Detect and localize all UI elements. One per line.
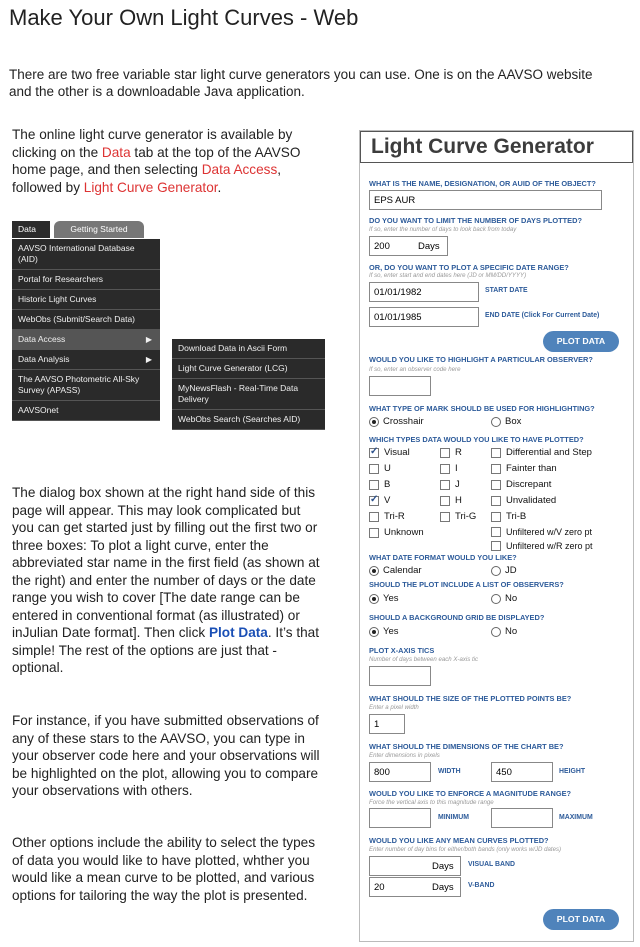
radio-selected[interactable] (369, 417, 379, 427)
days-input[interactable] (369, 236, 448, 256)
grid-no-option[interactable] (491, 626, 517, 637)
dimensions-question: WHAT SHOULD THE DIMENSIONS OF THE CHART BE? (369, 742, 564, 751)
data-access-submenu (172, 339, 325, 430)
data-access-link[interactable]: Data Access (201, 162, 278, 177)
type-h-option[interactable] (440, 495, 462, 506)
data-link[interactable]: Data (101, 144, 131, 160)
height-label: HEIGHT (559, 768, 586, 775)
option-label: Crosshair (383, 416, 424, 427)
type-discrepant-option[interactable] (491, 479, 551, 490)
checkbox-checked[interactable] (369, 496, 379, 506)
type-u-option[interactable] (369, 463, 391, 474)
maximum-label: MAXIMUM (559, 814, 593, 821)
type-differential-option[interactable] (491, 447, 592, 458)
type-r-option[interactable] (440, 447, 462, 458)
option-label: V (384, 495, 391, 506)
end-date-input[interactable]: 01/01/1985 (369, 307, 479, 327)
grid-yes-option[interactable] (369, 626, 399, 637)
width-label: WIDTH (438, 768, 461, 775)
point-size-input[interactable]: 1 (369, 714, 405, 734)
menu-item-aid[interactable]: AAVSO International Database (AID) (12, 239, 160, 270)
checkbox[interactable] (440, 496, 450, 506)
checkbox[interactable] (440, 448, 450, 458)
checkbox[interactable] (440, 464, 450, 474)
option-label: I (455, 463, 458, 474)
minimum-label: MINIMUM (438, 814, 470, 821)
submenu-arrow-icon: ▶ (145, 355, 152, 364)
radio[interactable] (491, 627, 501, 637)
option-label: Unfiltered w/V zero pt (506, 527, 593, 537)
menu-item-label: Data Access (18, 334, 66, 344)
date-range-hint: If so, enter start and end dates here (JD or MM/DD/YYYY) (369, 272, 527, 279)
list-yes-option[interactable] (369, 593, 399, 604)
text: . (217, 179, 222, 195)
end-date-label[interactable]: END DATE (Click For Current Date) (485, 312, 600, 319)
type-unvalidated-option[interactable] (491, 495, 556, 506)
lcg-title: Light Curve Generator (360, 131, 633, 163)
text: The dialog box shown at the right hand side of this page will appear. This may look complicated but you can get started just by filling out the first two or three boxes: To plot a light curve, enter the abbreviated star name in the first field (as shown at the right) and enter the number of days or the date range you wish to cover [The date range can be entered in conventional format (as illustrated) or inJulian Date format]. Then click (12, 485, 320, 640)
type-fainter-option[interactable] (491, 463, 557, 474)
v-band-value: 20 (374, 882, 385, 893)
v-band-label: V-BAND (468, 882, 495, 889)
menu-item-portal[interactable]: Portal for Researchers (12, 270, 160, 290)
checkbox[interactable] (369, 528, 379, 538)
lcg-access-paragraph (12, 126, 322, 196)
options-paragraph: Other options include the ability to select the types of data you would like to have plotted, whther you would like a mean curve to be plotted, and various options for tailoring the way the plot is presented. (12, 835, 316, 903)
point-size-question: WHAT SHOULD THE SIZE OF THE PLOTTED POINTS BE? (369, 694, 572, 703)
limit-days-question: DO YOU WANT TO LIMIT THE NUMBER OF DAYS PLOTTED? (369, 216, 582, 225)
plot-data-link[interactable]: Plot Data (208, 625, 268, 640)
option-label: No (505, 593, 518, 604)
width-input[interactable]: 800 (369, 762, 431, 782)
option-label: Unvalidated (506, 495, 557, 506)
type-i-option[interactable] (440, 463, 458, 474)
type-unfiltered-r-option[interactable] (491, 541, 593, 551)
observer-question: WOULD YOU LIKE TO HIGHLIGHT A PARTICULAR OBSERVER? (369, 355, 593, 364)
radio-selected[interactable] (369, 627, 379, 637)
plot-data-button-bottom[interactable]: PLOT DATA (543, 909, 619, 930)
object-question: WHAT IS THE NAME, DESIGNATION, OR AUID OF THE OBJECT? (369, 179, 596, 188)
format-calendar-option[interactable] (369, 565, 422, 576)
lcg-link[interactable]: Light Curve Generator (83, 179, 218, 195)
checkbox[interactable] (369, 512, 379, 522)
data-menu-screenshot (12, 219, 314, 449)
type-j-option[interactable] (440, 479, 460, 490)
mean-curves-hint: Enter number of day bins for either/both bands (only works w/JD dates) (369, 846, 562, 853)
intro-paragraph (9, 66, 640, 100)
submenu-item-ascii[interactable]: Download Data in Ascii Form (172, 339, 325, 359)
type-unknown-option[interactable] (369, 527, 424, 538)
option-label: U (384, 463, 391, 474)
menu-item-historic[interactable]: Historic Light Curves (12, 290, 160, 310)
v-band-input[interactable] (369, 877, 461, 897)
dialog-description-paragraph (12, 484, 322, 677)
text: , followed by (12, 162, 282, 195)
option-label: Visual (384, 447, 410, 458)
option-label: Yes (383, 593, 399, 604)
option-label: Discrepant (506, 479, 552, 490)
option-label: Tri-B (506, 511, 527, 522)
radio-selected[interactable] (369, 566, 379, 576)
checkbox[interactable] (491, 512, 501, 522)
intro-line-1: There are two free variable star light curve generators you can use. One is on the AAVSO website (9, 67, 593, 82)
observer-code-input[interactable] (369, 376, 431, 396)
option-label: Unknown (384, 527, 424, 538)
format-jd-option[interactable] (491, 565, 517, 576)
option-label: B (384, 479, 391, 490)
checkbox[interactable] (369, 480, 379, 490)
type-visual-option[interactable] (369, 447, 410, 458)
list-no-option[interactable] (491, 593, 517, 604)
point-size-hint: Enter a pixel width (369, 704, 419, 711)
x-axis-tics-input[interactable] (369, 666, 431, 686)
menu-item-label: Data Analysis (18, 354, 70, 364)
radio[interactable] (491, 566, 501, 576)
checkbox[interactable] (491, 448, 501, 458)
submenu-item-webobs-search[interactable]: WebObs Search (Searches AID) (172, 410, 325, 430)
visual-band-unit: Days (432, 861, 454, 872)
page-title: Make Your Own Light Curves - Web (9, 5, 359, 30)
option-label: Yes (383, 626, 399, 637)
radio-selected[interactable] (369, 594, 379, 604)
grid-question: SHOULD A BACKGROUND GRID BE DISPLAYED? (369, 613, 545, 622)
radio[interactable] (491, 417, 501, 427)
text: . It’s that simple! The rest of the options are just that - optional. (12, 625, 320, 675)
option-label: Differential and Step (506, 447, 592, 458)
start-date-label: START DATE (485, 287, 528, 294)
type-tri-b-option[interactable] (491, 511, 526, 522)
visual-band-label: VISUAL BAND (468, 861, 515, 868)
menu-item-webobs[interactable]: WebObs (Submit/Search Data) (12, 310, 160, 330)
magnitude-hint: Force the vertical axis to this magnitude range (369, 799, 494, 806)
menu-item-data-access[interactable] (12, 330, 160, 350)
visual-band-input[interactable] (369, 856, 461, 876)
option-label: Tri-R (384, 511, 405, 522)
start-date-input[interactable]: 01/01/1982 (369, 282, 479, 302)
checkbox[interactable] (491, 480, 501, 490)
option-label: Calendar (383, 565, 422, 576)
v-band-unit: Days (432, 882, 454, 893)
x-axis-tics-hint: Number of days between each X-axis tic (369, 656, 479, 663)
checkbox[interactable] (491, 496, 501, 506)
mean-curves-question: WOULD YOU LIKE ANY MEAN CURVES PLOTTED? (369, 836, 549, 845)
tab-data[interactable]: Data (12, 221, 50, 238)
submenu-arrow-icon: ▶ (145, 335, 152, 344)
minimum-input[interactable] (369, 808, 431, 828)
mark-crosshair-option[interactable] (369, 416, 424, 427)
checkbox[interactable] (369, 464, 379, 474)
checkbox-checked[interactable] (369, 448, 379, 458)
date-format-question: WHAT DATE FORMAT WOULD YOU LIKE? (369, 553, 517, 562)
option-label: R (455, 447, 462, 458)
text: tab at the top of the AAVSO home page, and then selecting (12, 144, 301, 177)
menu-item-data-analysis[interactable] (12, 350, 160, 370)
observer-hint: If so, enter an observer code here (369, 366, 461, 373)
option-label: Box (505, 416, 522, 427)
date-range-question: OR, DO YOU WANT TO PLOT A SPECIFIC DATE RANGE? (369, 263, 569, 272)
checkbox[interactable] (491, 464, 501, 474)
tab-getting-started[interactable]: Getting Started (54, 221, 144, 238)
option-label: H (455, 495, 462, 506)
intro-line-2: and the other is a downloadable Java application. (9, 84, 305, 99)
lcg-form (359, 130, 634, 942)
data-types-question: WHICH TYPES DATA WOULD YOU LIKE TO HAVE PLOTTED? (369, 435, 584, 444)
maximum-input[interactable] (491, 808, 553, 828)
option-label: JD (505, 565, 517, 576)
type-b-option[interactable] (369, 479, 390, 490)
days-unit: Days (418, 241, 440, 252)
radio[interactable] (491, 594, 501, 604)
object-input[interactable]: EPS AUR (369, 190, 602, 210)
type-v-option[interactable] (369, 495, 390, 506)
x-axis-tics-question: PLOT X-AXIS TICS (369, 646, 435, 655)
option-label: Unfiltered w/R zero pt (506, 541, 593, 551)
option-label: Fainter than (506, 463, 557, 474)
observer-paragraph: For instance, if you have submitted observations of any of these stars to the AAVSO, you can type in your observer code here and your observations will be highlighted on the plot, allowing you to compare your observations with others. (12, 713, 320, 798)
magnitude-question: WOULD YOU LIKE TO ENFORCE A MAGNITUDE RANGE? (369, 789, 572, 798)
type-tri-r-option[interactable] (369, 511, 405, 522)
menu-item-apass[interactable]: The AAVSO Photometric All-Sky Survey (APASS) (12, 370, 160, 401)
text: The online light curve generator is available by clicking on the (12, 127, 293, 160)
mark-box-option[interactable] (491, 416, 521, 427)
submenu-item-mynewsflash[interactable]: MyNewsFlash - Real-Time Data Delivery (172, 379, 325, 410)
checkbox[interactable] (491, 541, 501, 551)
plot-data-button[interactable]: PLOT DATA (543, 331, 619, 352)
option-label: No (505, 626, 518, 637)
days-value: 200 (374, 241, 390, 252)
submenu-item-lcg[interactable]: Light Curve Generator (LCG) (172, 359, 325, 379)
checkbox[interactable] (491, 527, 501, 537)
checkbox[interactable] (440, 512, 450, 522)
option-label: Tri-G (455, 511, 477, 522)
observer-list-question: SHOULD THE PLOT INCLUDE A LIST OF OBSERVERS? (369, 580, 564, 589)
type-tri-g-option[interactable] (440, 511, 476, 522)
lcg-form-body (360, 171, 633, 941)
limit-days-hint: If so, enter the number of days to look back from today (369, 226, 517, 233)
menu-item-aavsonet[interactable]: AAVSOnet (12, 401, 160, 421)
mark-question: WHAT TYPE OF MARK SHOULD BE USED FOR HIGHLIGHTING? (369, 404, 595, 413)
checkbox[interactable] (440, 480, 450, 490)
dimensions-hint: Enter dimensions in pixels (369, 752, 440, 759)
option-label: J (455, 479, 460, 490)
height-input[interactable]: 450 (491, 762, 553, 782)
data-menu-list (12, 239, 160, 421)
type-unfiltered-v-option[interactable] (491, 527, 592, 537)
